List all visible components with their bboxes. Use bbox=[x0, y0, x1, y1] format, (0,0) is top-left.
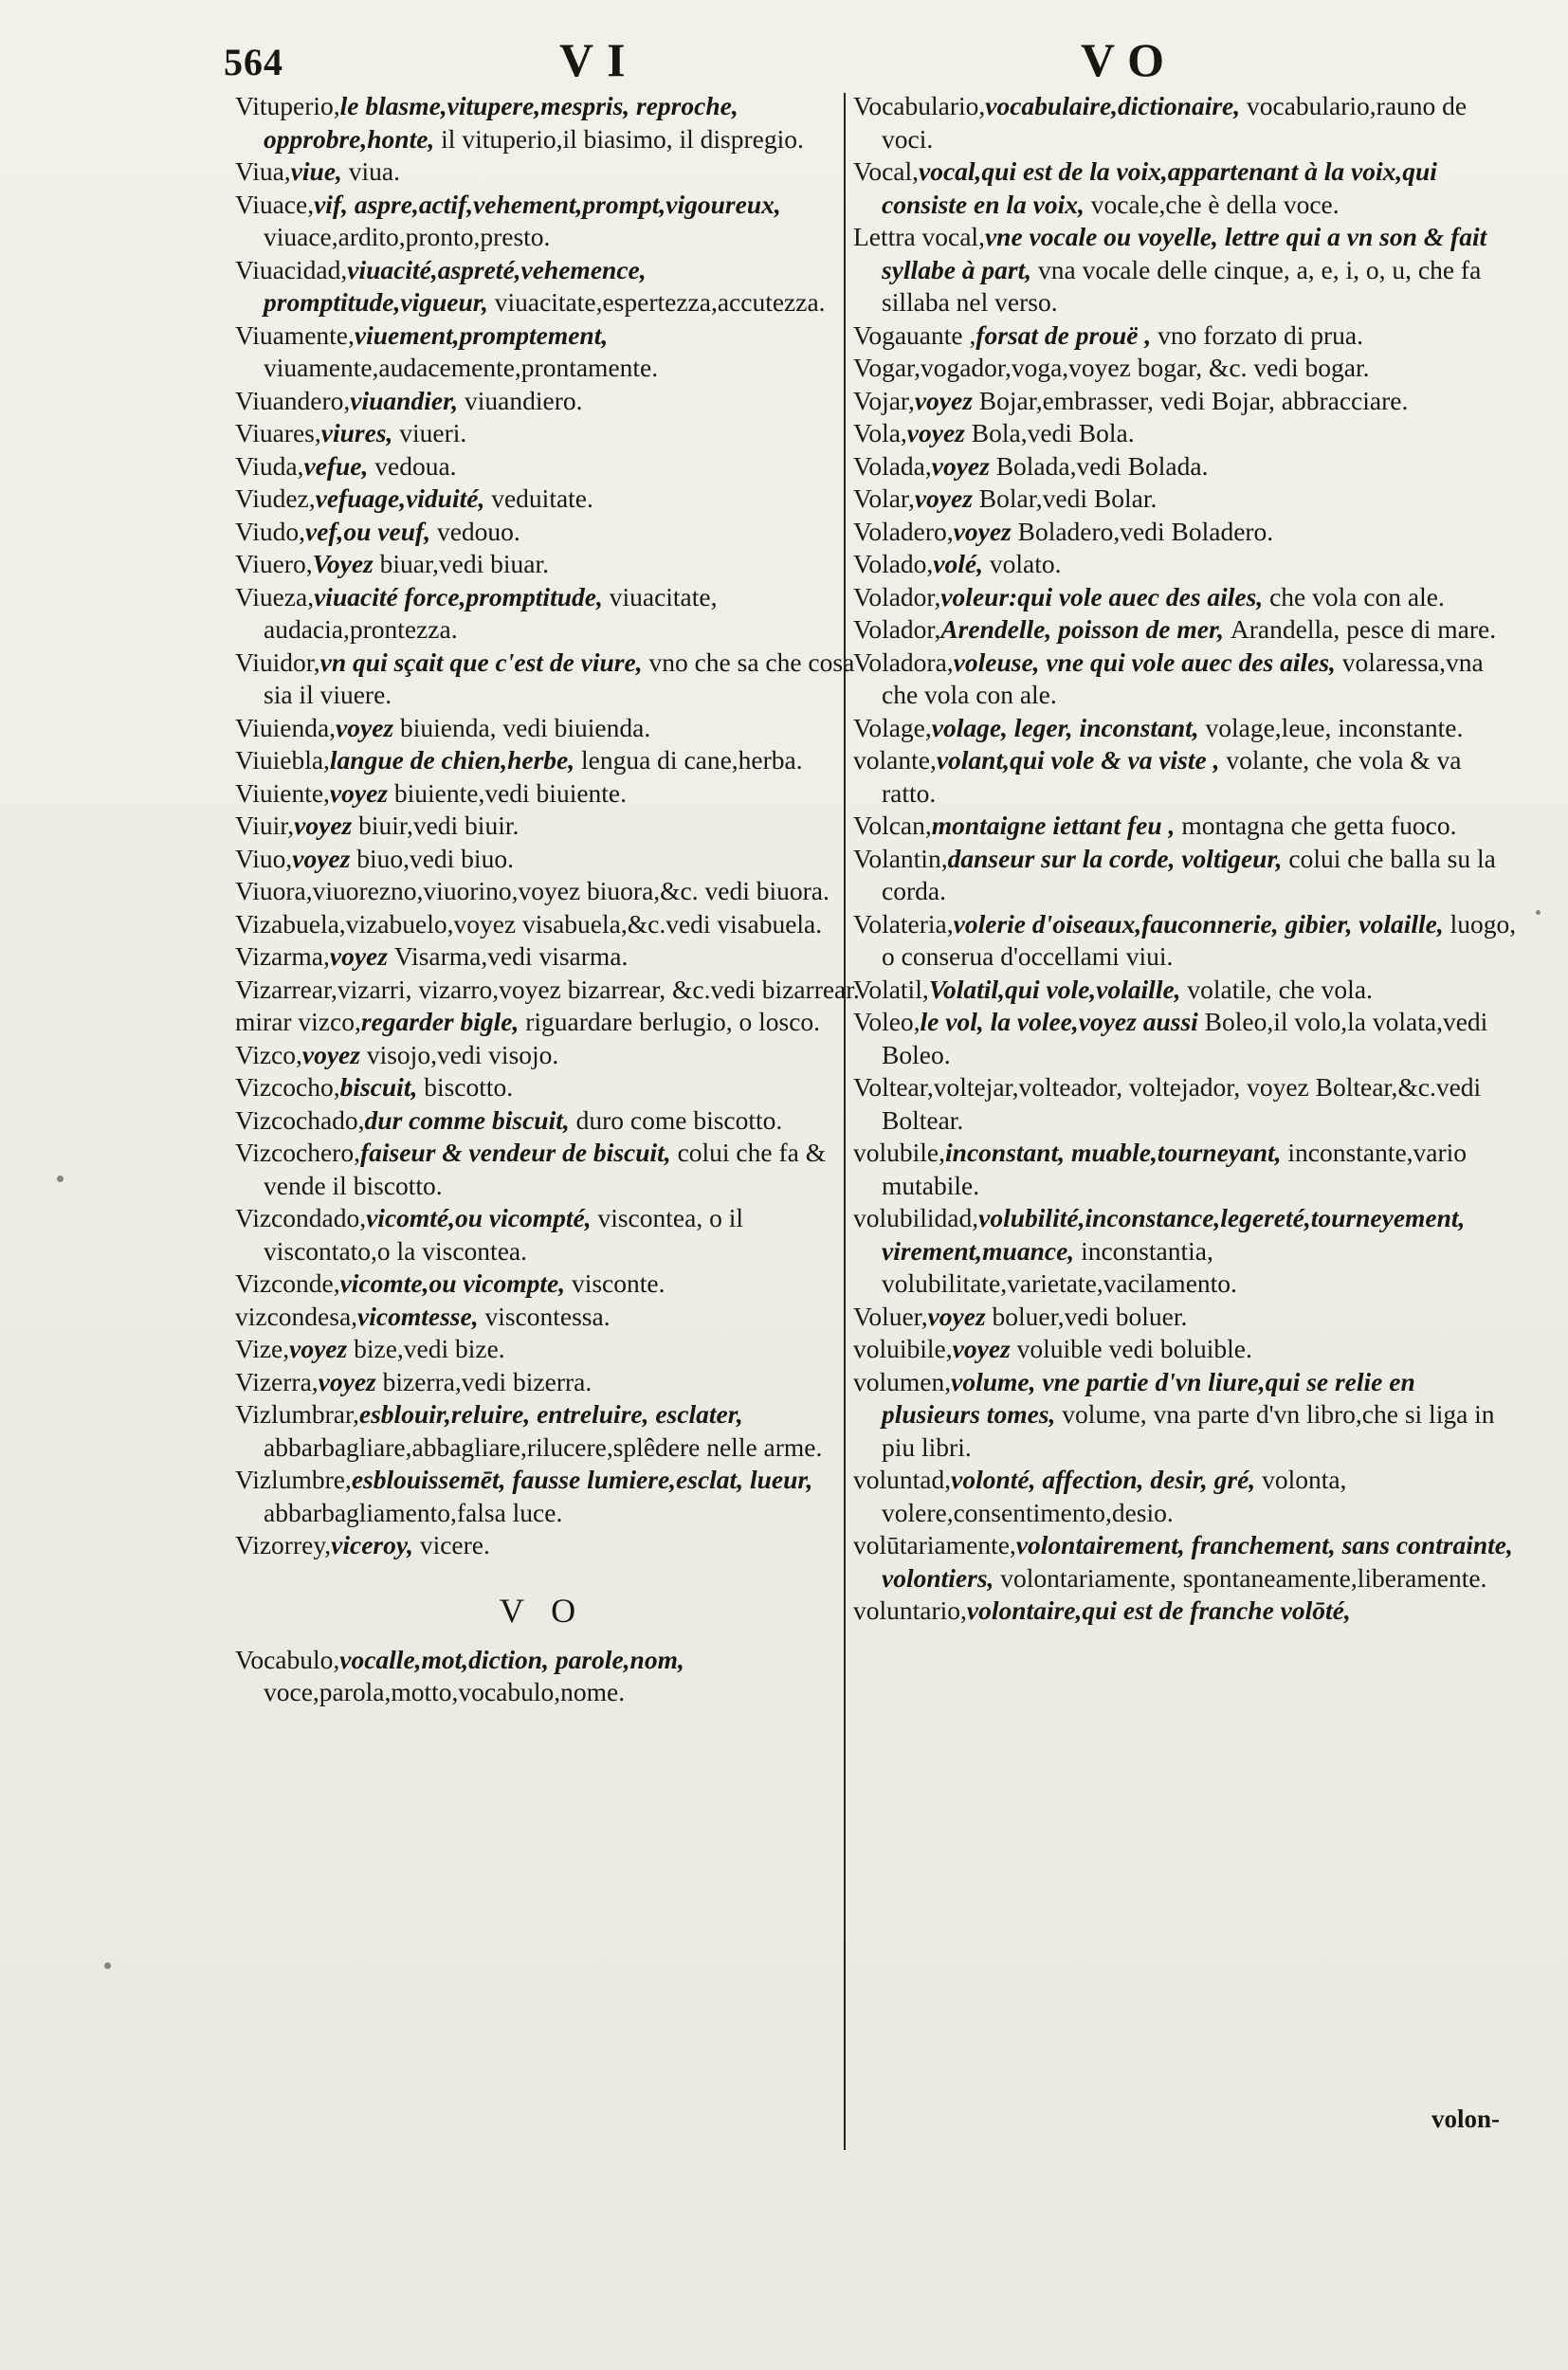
entry-headword: Viueza, bbox=[235, 581, 315, 611]
entry-italian: vocabulario,rauno de voci. bbox=[882, 91, 1468, 154]
dictionary-entry bbox=[235, 810, 868, 843]
dictionary-entry bbox=[235, 483, 868, 516]
entry-french: voyez bbox=[931, 450, 996, 481]
dictionary-entry bbox=[235, 712, 868, 745]
entry-french: volubilité,inconstance,legereté,tourneyement, virement,muance, bbox=[882, 1203, 1466, 1266]
entry-italian: biuiente,vedi biuiente. bbox=[393, 777, 628, 808]
entry-headword: Vizorrey, bbox=[235, 1530, 332, 1559]
entry-french: Arendelle, poisson de mer, bbox=[940, 614, 1231, 644]
entry-headword: Volador, bbox=[853, 614, 941, 644]
entry-italian: inconstante,vario mutabile. bbox=[882, 1138, 1468, 1200]
entry-french: Voyez bbox=[312, 549, 380, 578]
entry-italian: vedouo. bbox=[436, 516, 520, 546]
entry-headword: Vizconde, bbox=[235, 1268, 340, 1298]
dictionary-entry bbox=[235, 974, 868, 1007]
dictionary-entry bbox=[235, 417, 868, 450]
entry-french: vne vocale ou voyelle, lettre qui a vn son & fait syllabe à part, bbox=[882, 222, 1487, 284]
entry-italian: viuace,ardito,pronto,presto. bbox=[264, 222, 551, 251]
entry-italian: viscontea, o il viscontato,o la viscontea. bbox=[264, 1203, 743, 1266]
dictionary-entry bbox=[235, 1301, 868, 1334]
dictionary-entry bbox=[853, 1137, 1517, 1202]
entry-headword: volubile, bbox=[853, 1138, 946, 1167]
entry-italian: inconstantia, volubilitate,varietate,vacilamento. bbox=[882, 1235, 1237, 1298]
entry-french: viceroy, bbox=[331, 1530, 420, 1559]
entry-italian: visojo,vedi visojo. bbox=[366, 1039, 559, 1069]
dictionary-entry bbox=[235, 254, 868, 319]
entry-italian: volatile, che vola. bbox=[1187, 974, 1373, 1004]
dictionary-entry bbox=[235, 1398, 868, 1464]
dictionary-entry bbox=[235, 1071, 868, 1104]
entry-headword: Vizcochero, bbox=[235, 1138, 360, 1167]
entry-italian: bize,vedi bize. bbox=[354, 1334, 505, 1363]
entry-french: volontaire,qui est de franche volōté, bbox=[966, 1595, 1351, 1625]
entry-italian: viuacitate,espertezza,accutezza. bbox=[494, 287, 826, 317]
dictionary-entry bbox=[235, 1267, 868, 1301]
dictionary-entry bbox=[853, 155, 1517, 221]
entry-italian: colui che fa & vende il biscotto. bbox=[264, 1138, 827, 1200]
entry-french: volontairement, franchement, sans contrainte, volontiers, bbox=[882, 1530, 1513, 1593]
dictionary-entry bbox=[235, 155, 868, 189]
entry-italian: Bolar,vedi Bolar. bbox=[978, 483, 1158, 513]
dictionary-entry bbox=[853, 1333, 1517, 1366]
entry-headword: Voleo, bbox=[853, 1007, 921, 1036]
entry-italian: veduitate. bbox=[491, 483, 593, 513]
section-heading-vo: V O bbox=[499, 1591, 586, 1630]
entry-italian: montagna che getta fuoco. bbox=[1181, 811, 1457, 840]
dictionary-entry bbox=[853, 319, 1517, 353]
dictionary-entry bbox=[235, 1137, 868, 1202]
entry-headword: volubilidad, bbox=[853, 1203, 979, 1232]
entry-french: volage, leger, inconstant, bbox=[931, 712, 1206, 742]
entry-french: volonté, affection, desir, gré, bbox=[951, 1465, 1263, 1494]
entry-italian: che vola con ale. bbox=[1269, 581, 1445, 611]
entry-french: voyez bbox=[292, 843, 357, 873]
entry-french: vocabulaire,dictionaire, bbox=[985, 91, 1247, 120]
entry-headword: Viuero, bbox=[235, 549, 313, 578]
dictionary-entry bbox=[853, 450, 1517, 483]
entry-headword: Viudez, bbox=[235, 483, 316, 513]
entry-french: vefuage,viduité, bbox=[315, 483, 492, 513]
entry-italian: voce,parola,motto,vocabulo,nome. bbox=[264, 1677, 626, 1706]
page-number: 564 bbox=[224, 41, 283, 83]
entry-italian: volaressa,vna che vola con ale. bbox=[882, 647, 1484, 709]
entry-french: viuacité,aspreté,vehemence, promptitude,vigueur, bbox=[264, 254, 647, 317]
entry-headword: Volada, bbox=[853, 450, 932, 481]
dictionary-entry bbox=[235, 875, 868, 908]
dictionary-entry bbox=[853, 712, 1517, 745]
entry-headword: Vogauante , bbox=[853, 319, 976, 350]
entry-french: vicomte,ou vicompte, bbox=[339, 1268, 572, 1298]
entry-french: voyez bbox=[329, 941, 394, 971]
entry-italian: vna vocale delle cinque, a, e, i, o, u, che fa sillaba nel verso. bbox=[882, 254, 1482, 317]
entry-french: vef,ou veuf, bbox=[304, 516, 437, 546]
entry-italian: biscotto. bbox=[424, 1072, 514, 1102]
entry-headword: Vizabuela, bbox=[235, 908, 346, 939]
entry-italian: Boleo,il volo,la volata,vedi Boleo. bbox=[882, 1007, 1488, 1069]
dictionary-entry bbox=[235, 1104, 868, 1138]
entry-italian: luogo, o conserua d'occellami viui. bbox=[882, 908, 1517, 971]
entry-headword: volūtariamente, bbox=[853, 1530, 1016, 1559]
entry-headword: Volage, bbox=[853, 712, 932, 742]
entry-headword: Vizarrear, bbox=[235, 974, 337, 1004]
dictionary-entry bbox=[235, 1529, 868, 1562]
entry-french: voyez bbox=[301, 1039, 367, 1069]
entry-headword: Vizlumbrar, bbox=[235, 1399, 359, 1429]
entry-italian: viscontessa. bbox=[484, 1301, 611, 1331]
entry-headword: Volador, bbox=[853, 581, 941, 611]
entry-french: viue, bbox=[290, 156, 349, 186]
entry-italian: Visarma,vedi visarma. bbox=[393, 941, 629, 971]
dictionary-entry bbox=[235, 1464, 868, 1529]
entry-headword: Viuares, bbox=[235, 418, 321, 447]
entry-headword: Vizco, bbox=[235, 1039, 302, 1069]
entry-french: montaigne iettant feu , bbox=[931, 811, 1182, 840]
entry-headword: Voladora, bbox=[853, 647, 954, 677]
dictionary-entry bbox=[853, 1301, 1517, 1334]
entry-italian: boluer,vedi boluer. bbox=[992, 1301, 1188, 1331]
dictionary-entry bbox=[235, 777, 868, 811]
entry-italian: vizabuelo,voyez visabuela,&c.vedi visabuela. bbox=[345, 908, 823, 939]
entry-headword: Viuiente, bbox=[235, 777, 330, 808]
entry-headword: Volantin, bbox=[853, 843, 948, 873]
entry-french: viures, bbox=[320, 418, 400, 447]
entry-headword: Vojar, bbox=[853, 385, 915, 415]
dictionary-entry bbox=[235, 90, 868, 155]
entry-italian: Bojar,embrasser, vedi Bojar, abbracciare. bbox=[978, 385, 1409, 415]
entry-italian: bizerra,vedi bizerra. bbox=[382, 1366, 593, 1396]
entry-headword: Viuienda, bbox=[235, 712, 337, 742]
entry-french: voyez bbox=[289, 1334, 355, 1363]
running-head-left: VI bbox=[559, 33, 639, 86]
dictionary-entry bbox=[853, 548, 1517, 581]
dictionary-entry bbox=[235, 908, 868, 941]
entry-french: voyez bbox=[294, 811, 359, 840]
entry-french: viuacité force,promptitude, bbox=[314, 581, 610, 611]
entry-headword: Voladero, bbox=[853, 516, 954, 546]
entry-italian: viuacitate, audacia,prontezza. bbox=[264, 581, 718, 644]
dictionary-entry bbox=[853, 1071, 1517, 1137]
dictionary-entry bbox=[853, 385, 1517, 418]
entry-italian: volonta, volere,consentimento,desio. bbox=[882, 1465, 1347, 1527]
entry-italian: riguardare berlugio, o losco. bbox=[525, 1007, 821, 1036]
entry-french: vif, aspre,actif,vehement,prompt,vigoureux, bbox=[314, 189, 781, 219]
dictionary-entry bbox=[853, 1595, 1517, 1628]
entry-italian: vedoua. bbox=[374, 450, 457, 481]
dictionary-entry bbox=[235, 516, 868, 549]
entry-headword: Vizcocho, bbox=[235, 1072, 340, 1102]
entry-headword: Volado, bbox=[853, 549, 934, 578]
entry-italian: vicere. bbox=[419, 1530, 490, 1559]
entry-french: vocalle,mot,diction, parole,nom, bbox=[339, 1644, 684, 1674]
right-column bbox=[853, 90, 1517, 1628]
dictionary-entry bbox=[853, 1529, 1517, 1595]
entry-headword: Voluer, bbox=[853, 1301, 928, 1331]
right-entries bbox=[853, 90, 1517, 1628]
entry-headword: Lettra vocal, bbox=[853, 222, 985, 251]
entry-french: viuandier, bbox=[350, 385, 465, 415]
entry-italian: volante, che vola & va ratto. bbox=[882, 745, 1462, 808]
entry-headword: Viuace, bbox=[235, 189, 315, 219]
entry-italian: viuamente,audacemente,prontamente. bbox=[264, 353, 659, 382]
entry-headword: Viuamente, bbox=[235, 319, 355, 350]
dictionary-entry bbox=[853, 1464, 1517, 1529]
ink-spot bbox=[104, 1962, 111, 1969]
entry-headword: voluntario, bbox=[853, 1595, 967, 1625]
entry-headword: Viudo, bbox=[235, 516, 305, 546]
ink-spot bbox=[57, 1176, 64, 1182]
dictionary-entry bbox=[853, 613, 1517, 647]
entry-headword: Vocal, bbox=[853, 156, 919, 186]
entry-headword: Vituperio, bbox=[235, 91, 340, 120]
entry-headword: Vizarma, bbox=[235, 941, 330, 971]
entry-italian: vizarri, vizarro,voyez bizarrear, &c.vedi bizarrear. bbox=[337, 974, 860, 1004]
entry-italian: vocale,che è della voce. bbox=[1090, 189, 1340, 219]
entry-headword: Viuora, bbox=[235, 876, 313, 905]
entry-french: biscuit, bbox=[339, 1072, 425, 1102]
dictionary-entry bbox=[235, 548, 868, 581]
left-entries bbox=[235, 90, 868, 1562]
dictionary-entry bbox=[235, 1333, 868, 1366]
entry-headword: Viua, bbox=[235, 156, 291, 186]
dictionary-entry bbox=[235, 581, 868, 647]
dictionary-entry bbox=[853, 1366, 1517, 1465]
running-head-right: VO bbox=[1081, 33, 1177, 86]
dictionary-entry bbox=[235, 319, 868, 385]
entry-french: inconstant, muable,tourneyant, bbox=[945, 1138, 1288, 1167]
entry-french: danseur sur la corde, voltigeur, bbox=[947, 843, 1289, 873]
entry-headword: Viuir, bbox=[235, 811, 295, 840]
dictionary-entry bbox=[853, 810, 1517, 843]
entry-italian: Arandella, pesce di mare. bbox=[1230, 614, 1497, 644]
entry-french: volant,qui vole & va viste , bbox=[936, 745, 1227, 775]
entry-italian: voluible vedi boluible. bbox=[1016, 1334, 1252, 1363]
entry-french: voyez bbox=[953, 516, 1018, 546]
dictionary-entry bbox=[853, 417, 1517, 450]
entry-italian: biuar,vedi biuar. bbox=[379, 549, 550, 578]
entry-italian: vogador,voga,voyez bogar, &c. vedi bogar. bbox=[920, 353, 1370, 382]
entry-italian: visconte. bbox=[571, 1268, 665, 1298]
entry-headword: Voltear, bbox=[853, 1072, 934, 1102]
entry-headword: mirar vizco, bbox=[235, 1007, 361, 1036]
entry-french: vocal,qui est de la voix,appartenant à la voix,qui consiste en la voix, bbox=[882, 156, 1437, 219]
entry-headword: Vocabulario, bbox=[853, 91, 986, 120]
entry-french: esblouir,reluire, entreluire, esclater, bbox=[358, 1399, 743, 1429]
entry-headword: Vogar, bbox=[853, 353, 921, 382]
dictionary-entry bbox=[853, 744, 1517, 810]
entry-headword: Volateria, bbox=[853, 908, 954, 939]
entry-french: le blasme,vitupere,mespris, reproche, opprobre,honte, bbox=[264, 91, 738, 154]
dictionary-entry bbox=[853, 352, 1517, 385]
entry-french: faiseur & vendeur de biscuit, bbox=[359, 1138, 678, 1167]
entry-italian: Bola,vedi Bola. bbox=[971, 418, 1135, 447]
entry-italian: vno che sa che cosa sia il viuere. bbox=[264, 647, 855, 709]
dictionary-entry bbox=[235, 744, 868, 777]
entry-french: voyez bbox=[906, 418, 972, 447]
left-column bbox=[235, 90, 868, 1709]
dictionary-entry bbox=[235, 843, 868, 876]
entry-italian: il vituperio,il biasimo, il dispregio. bbox=[441, 123, 804, 154]
entry-headword: Viuidor, bbox=[235, 647, 320, 677]
entry-headword: volante, bbox=[853, 745, 937, 775]
ink-spot bbox=[1536, 910, 1541, 915]
entry-italian: volontariamente, spontaneamente,liberamente. bbox=[1000, 1562, 1487, 1593]
entry-italian: abbarbagliamento,falsa luce. bbox=[264, 1497, 563, 1527]
dictionary-entry bbox=[235, 189, 868, 254]
entry-headword: Vizcondado, bbox=[235, 1203, 367, 1232]
catchword: volon- bbox=[1431, 2105, 1501, 2133]
entry-french: voyez bbox=[927, 1301, 993, 1331]
entry-italian: viueri. bbox=[399, 418, 467, 447]
dictionary-entry bbox=[235, 940, 868, 974]
entry-italian: voltejar,volteador, voltejador, voyez Boltear,&c.vedi Boltear. bbox=[882, 1072, 1482, 1135]
dictionary-entry bbox=[235, 1006, 868, 1039]
dictionary-entry bbox=[853, 221, 1517, 319]
entry-italian: viuorezno,viuorino,voyez biuora,&c. vedi biuora. bbox=[312, 876, 830, 905]
dictionary-entry bbox=[853, 581, 1517, 614]
entry-french: volé, bbox=[933, 549, 990, 578]
dictionary-entry bbox=[853, 843, 1517, 908]
entry-french: esblouissemēt, fausse lumiere,esclat, lueur, bbox=[351, 1465, 813, 1494]
dictionary-entry bbox=[235, 647, 868, 712]
entry-french: voyez bbox=[318, 1366, 383, 1396]
entry-french: volume, vne partie d'vn liure,qui se relie en plusieurs tomes, bbox=[882, 1366, 1415, 1429]
entry-italian: Boladero,vedi Boladero. bbox=[1017, 516, 1274, 546]
page-header bbox=[0, 28, 1568, 85]
dictionary-entry bbox=[235, 1366, 868, 1399]
entry-french: volerie d'oiseaux,fauconnerie, gibier, volaille, bbox=[953, 908, 1450, 939]
entry-headword: Volcan, bbox=[853, 811, 932, 840]
entry-french: vicomtesse, bbox=[357, 1301, 485, 1331]
entry-headword: Vizlumbre, bbox=[235, 1465, 352, 1494]
left-after-entries bbox=[235, 1644, 868, 1709]
entry-french: voyez bbox=[336, 712, 400, 742]
dictionary-entry bbox=[853, 1006, 1517, 1071]
entry-italian: biuir,vedi biuir. bbox=[358, 811, 520, 840]
entry-french: forsat de prouë , bbox=[975, 319, 1158, 350]
entry-headword: voluntad, bbox=[853, 1465, 952, 1494]
entry-french: vefue, bbox=[303, 450, 375, 481]
entry-italian: colui che balla su la corda. bbox=[882, 843, 1496, 905]
entry-headword: Viuandero, bbox=[235, 385, 351, 415]
dictionary-entry bbox=[853, 974, 1517, 1007]
entry-french: voyez bbox=[329, 777, 394, 808]
entry-french: vicomté,ou vicompté, bbox=[366, 1203, 598, 1232]
dictionary-entry bbox=[235, 385, 868, 418]
entry-headword: Volar, bbox=[853, 483, 915, 513]
dictionary-entry bbox=[235, 1644, 868, 1709]
dictionary-entry bbox=[853, 90, 1517, 155]
entry-headword: Vize, bbox=[235, 1334, 290, 1363]
entry-french: dur comme biscuit, bbox=[364, 1104, 576, 1135]
entry-french: voyez bbox=[952, 1334, 1017, 1363]
entry-headword: Volatil, bbox=[853, 974, 929, 1004]
entry-italian: Bolada,vedi Bolada. bbox=[995, 450, 1209, 481]
entry-french: voleur:qui vole auec des ailes, bbox=[940, 581, 1270, 611]
entry-headword: Vizerra, bbox=[235, 1366, 319, 1396]
entry-french: regarder bigle, bbox=[360, 1007, 526, 1036]
entry-french: langue de chien,herbe, bbox=[329, 745, 581, 775]
entry-headword: Vocabulo, bbox=[235, 1644, 340, 1674]
dictionary-entry bbox=[853, 908, 1517, 974]
entry-french: voyez bbox=[914, 483, 979, 513]
entry-italian: vno forzato di prua. bbox=[1158, 319, 1363, 350]
dictionary-entry bbox=[853, 516, 1517, 549]
entry-headword: vizcondesa, bbox=[235, 1301, 358, 1331]
entry-headword: Vola, bbox=[853, 418, 907, 447]
dictionary-entry bbox=[235, 450, 868, 483]
dictionary-entry bbox=[853, 483, 1517, 516]
entry-french: le vol, la volee,voyez aussi bbox=[920, 1007, 1205, 1036]
dictionary-entry bbox=[853, 647, 1517, 712]
entry-italian: abbarbagliare,abbagliare,rilucere,splêdere nelle arme. bbox=[264, 1431, 823, 1462]
entry-italian: volage,leue, inconstante. bbox=[1205, 712, 1464, 742]
entry-headword: Vizcochado, bbox=[235, 1104, 365, 1135]
entry-italian: biuo,vedi biuo. bbox=[356, 843, 514, 873]
dictionary-entry bbox=[853, 1202, 1517, 1301]
entry-italian: viuandiero. bbox=[465, 385, 583, 415]
entry-french: vn qui sçait que c'est de viure, bbox=[319, 647, 649, 677]
entry-french: voleuse, vne qui vole auec des ailes, bbox=[953, 647, 1342, 677]
entry-headword: Viuo, bbox=[235, 843, 293, 873]
entry-french: viuement,promptement, bbox=[354, 319, 609, 350]
entry-headword: Viuiebla, bbox=[235, 745, 330, 775]
entry-italian: lengua di cane,herba. bbox=[581, 745, 803, 775]
dictionary-entry bbox=[235, 1202, 868, 1267]
entry-italian: volume, vna parte d'vn libro,che si liga in piu libri. bbox=[882, 1399, 1495, 1462]
entry-headword: voluibile, bbox=[853, 1334, 953, 1363]
entry-french: voyez bbox=[914, 385, 979, 415]
entry-italian: duro come biscotto. bbox=[575, 1104, 783, 1135]
entry-italian: volato. bbox=[989, 549, 1062, 578]
entry-french: Volatil,qui vole,volaille, bbox=[928, 974, 1188, 1004]
entry-headword: Viuda, bbox=[235, 450, 304, 481]
dictionary-entry bbox=[235, 1039, 868, 1072]
entry-headword: Viuacidad, bbox=[235, 254, 348, 284]
entry-headword: volumen, bbox=[853, 1366, 952, 1396]
entry-italian: viua. bbox=[348, 156, 401, 186]
entry-italian: biuienda, vedi biuienda. bbox=[399, 712, 651, 742]
